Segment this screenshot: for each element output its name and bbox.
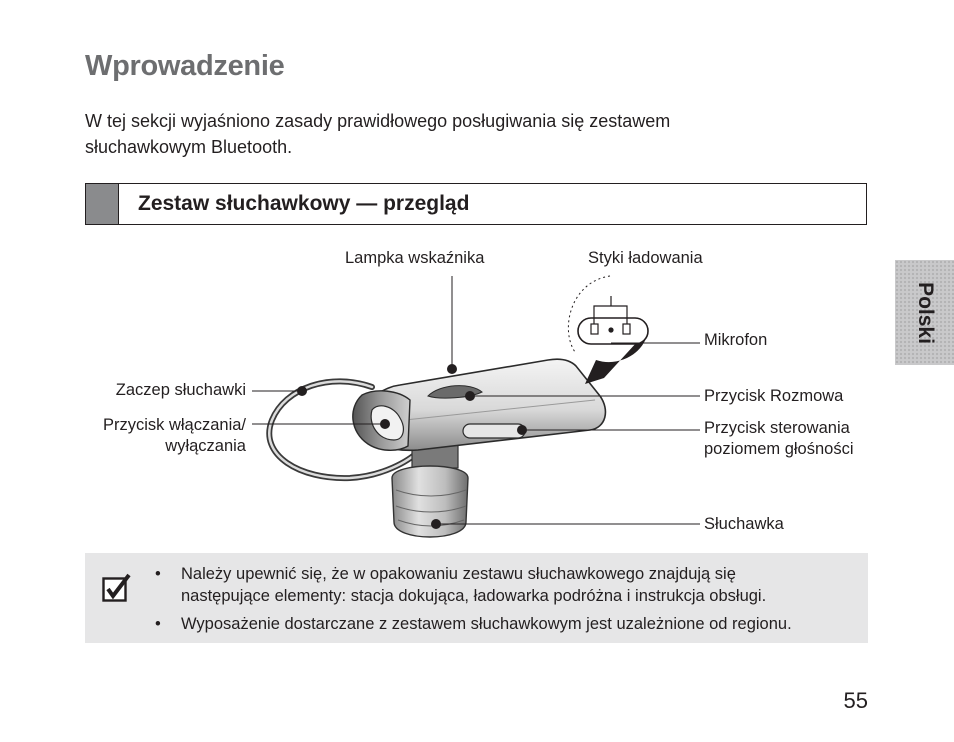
note-item [151, 613, 851, 635]
charging-contacts-callout [568, 276, 648, 384]
note-list [151, 563, 851, 641]
section-title: Zestaw słuchawkowy — przegląd [138, 192, 470, 215]
checkbox-checked-icon [102, 573, 132, 603]
label-ear-hook: Zaczep słuchawki [115, 381, 246, 399]
language-label: Polski [913, 281, 937, 344]
intro-line-2: słuchawkowym Bluetooth. [85, 137, 293, 157]
note-box [85, 553, 868, 643]
label-earpiece: Słuchawka [704, 515, 784, 533]
label-charging-contacts: Styki ładowania [588, 249, 703, 267]
label-indicator-light: Lampka wskaźnika [345, 249, 485, 267]
note-line: Wyposażenie dostarczane z zestawem słuchawkowym jest uzależnione od regionu. [181, 615, 792, 633]
label-volume-control [704, 418, 853, 460]
page-number: 55 [843, 688, 868, 713]
label-power-button [50, 415, 246, 457]
label-volume-control-line-2: poziomem głośności [704, 440, 854, 458]
label-power-button-line-2: wyłączania [165, 437, 246, 455]
page-title: Wprowadzenie [85, 50, 285, 82]
note-line: następujące elementy: stacja dokująca, ładowarka podróżna i instrukcja obsługi. [181, 587, 767, 605]
note-line: Należy upewnić się, że w opakowaniu zestawu słuchawkowego znajdują się [181, 565, 736, 583]
bullet: • [155, 565, 161, 583]
earpiece [392, 440, 468, 537]
label-volume-control-line-1: Przycisk sterowania [704, 419, 850, 437]
label-microphone: Mikrofon [704, 331, 768, 349]
intro-line-1: W tej sekcji wyjaśniono zasady prawidłowego posługiwania się zestawem [85, 111, 671, 131]
label-talk-button: Przycisk Rozmowa [704, 387, 844, 405]
bullet: • [155, 615, 161, 633]
label-power-button-line-1: Przycisk włączania/ [102, 416, 246, 434]
note-item [151, 563, 851, 607]
